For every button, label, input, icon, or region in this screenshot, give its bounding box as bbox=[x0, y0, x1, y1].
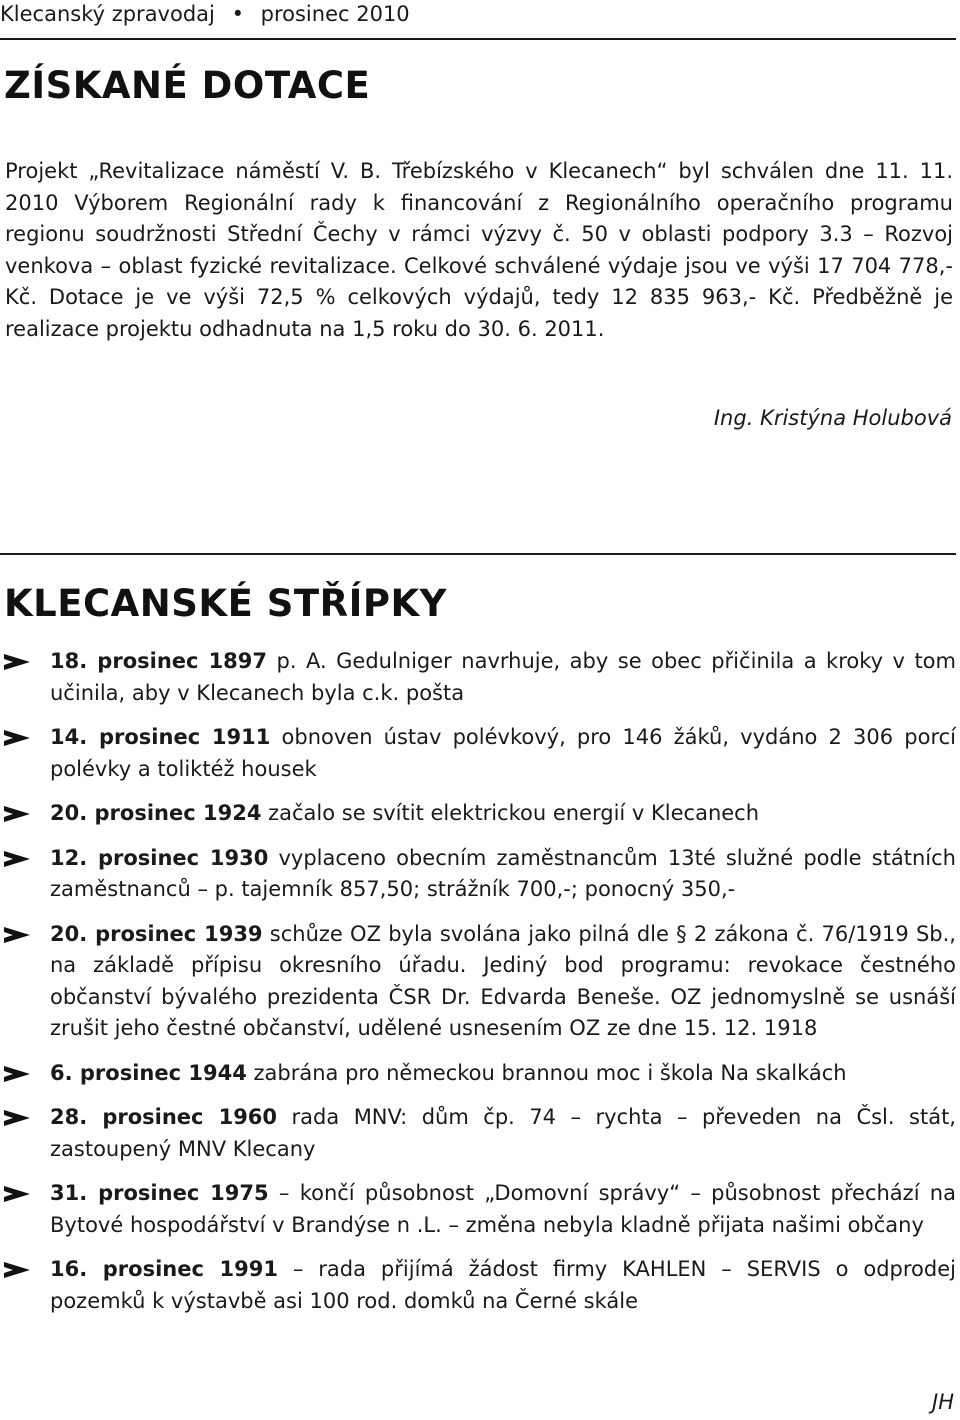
header-rule bbox=[0, 38, 956, 40]
item-text: zabrána pro německou brannou moc i škola Na skalkách bbox=[246, 1060, 847, 1085]
arrow-bullet-icon bbox=[4, 1066, 30, 1082]
arrow-bullet-icon bbox=[4, 851, 30, 867]
dotace-paragraph: Projekt „Revitalizace náměstí V. B. Třebízského v Klecanech“ byl schválen dne 11. 11. 2010 Výborem Regionální rady k financování z Regionálního operačního programu regionu soudržnosti Střední Čechy v rámci výzvy č. 50 v oblasti podpory 3.3 – Rozvoj venkova – oblast fyzické revitalizace. Celkové schválené výdaje jsou ve výši 17 704 778,- Kč. Dotace je ve výši 72,5 % celkových výdajů, tedy 12 835 963,- Kč. Předběžně je realizace projektu odhadnuta na 1,5 roku do 30. 6. 2011. bbox=[5, 159, 953, 341]
arrow-bullet-icon bbox=[4, 1186, 30, 1202]
item-date: 6. prosinec 1944 bbox=[50, 1060, 247, 1085]
item-date: 31. prosinec 1975 bbox=[50, 1181, 269, 1205]
list-item bbox=[0, 798, 956, 830]
arrow-bullet-icon bbox=[4, 927, 30, 943]
item-date: 14. prosinec 1911 bbox=[50, 725, 271, 749]
stripky-author: JH bbox=[932, 1390, 954, 1414]
item-text: obnoven ústav polévkový, pro 146 žáků, vydáno 2 306 porcí polévky a toliktéž housek bbox=[50, 725, 956, 781]
list-item bbox=[0, 722, 956, 785]
section-title-stripky: KLECANSKÉ STŘÍPKY bbox=[4, 582, 447, 625]
issue-date: prosinec 2010 bbox=[260, 2, 410, 26]
item-date: 18. prosinec 1897 bbox=[50, 649, 268, 673]
item-text: vyplaceno obecním zaměstnancům 13té služné podle státních zaměstnanců – p. tajemník 857,50; strážník 700,-; ponocný 350,- bbox=[50, 845, 956, 901]
list-item bbox=[0, 1102, 956, 1165]
item-date: 12. prosinec 1930 bbox=[50, 845, 269, 870]
list-item bbox=[0, 646, 956, 709]
item-date: 28. prosinec 1960 bbox=[50, 1105, 278, 1129]
item-date: 16. prosinec 1991 bbox=[50, 1257, 278, 1281]
arrow-bullet-icon bbox=[4, 654, 30, 670]
list-item bbox=[0, 843, 956, 906]
item-text: – končí působnost „Domovní správy“ – působnost přechází na Bytové hospodářství v Brandýse n .L. – změna nebyla kladně přijata našimi občany bbox=[50, 1181, 956, 1237]
list-item bbox=[0, 1254, 956, 1317]
list-item bbox=[0, 1058, 956, 1090]
header-separator: • bbox=[231, 2, 244, 26]
page-header bbox=[0, 0, 960, 40]
arrow-bullet-icon bbox=[4, 1262, 30, 1278]
item-text: rada MNV: dům čp. 74 – rychta – převeden na Čsl. stát, zastoupený MNV Klecany bbox=[50, 1105, 956, 1161]
arrow-bullet-icon bbox=[4, 730, 30, 746]
dotace-author: Ing. Kristýna Holubová bbox=[713, 406, 952, 430]
item-text: – rada přijímá žádost firmy KAHLEN – SERVIS o odprodej pozemků k výstavbě asi 100 rod. domků na Černé skále bbox=[50, 1257, 956, 1313]
item-text: schůze OZ byla svolána jako pilná dle § 2 zákona č. 76/1919 Sb., na základě přípisu okresního úřadu. Jediný bod programu: revokace čestného občanství bývalého prezidenta ČSR Dr. Edvarda Beneše. OZ jednomyslně se usnáší zrušit jeho čestné občanství, udělené usnesením OZ ze dne 15. 12. 1918 bbox=[50, 921, 956, 1040]
list-item bbox=[0, 919, 956, 1045]
arrow-bullet-icon bbox=[4, 806, 30, 822]
section-title-dotace: ZÍSKANÉ DOTACE bbox=[4, 64, 371, 107]
section-divider bbox=[0, 553, 956, 555]
item-date: 20. prosinec 1924 bbox=[50, 801, 262, 825]
item-date: 20. prosinec 1939 bbox=[50, 921, 263, 946]
list-item bbox=[0, 1178, 956, 1241]
arrow-bullet-icon bbox=[4, 1110, 30, 1126]
publication-name: Klecanský zpravodaj bbox=[0, 2, 215, 26]
stripky-list bbox=[0, 646, 956, 1330]
item-text: začalo se svítit elektrickou energií v Klecanech bbox=[261, 801, 760, 825]
item-text: p. A. Gedulniger navrhuje, aby se obec přičinila a kroky v tom učinila, aby v Klecanech byla c.k. pošta bbox=[50, 649, 956, 705]
